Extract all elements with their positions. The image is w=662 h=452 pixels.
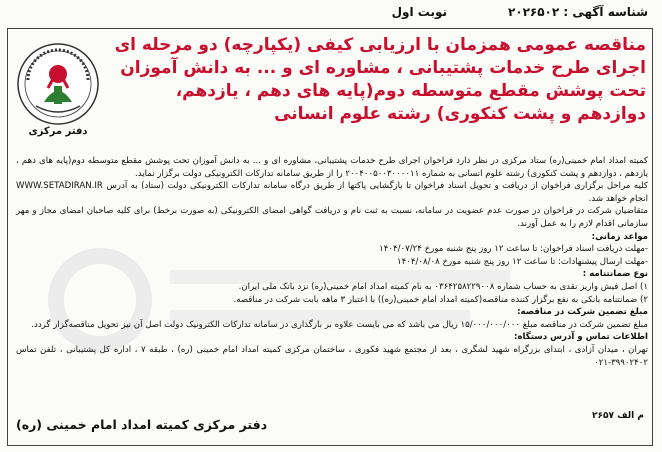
guarantee-option-2: ۲) ضمانتنامه بانکی به نفع برگزار کننده مناقصه(کمیته امداد امام خمینی(ره)) با اعتبار ۳ ماهه بابت شرکت در مناقصه.	[233, 294, 648, 305]
title-line-2: اجرای طرح خدمات پشتیبانی ، مشاوره ای و ... به دانش آموزان	[120, 58, 646, 78]
logo-caption: دفتر مرکزی	[28, 126, 88, 137]
emblem-icon	[14, 40, 102, 128]
ad-body	[16, 155, 648, 369]
title-line-3: تحت پوشش مقطع متوسطه دوم(پایه های دهم ، یازدهم،	[175, 81, 646, 101]
footer-organization: دفتر مرکزی کمیته امداد امام خمینی (ره)	[16, 417, 268, 432]
process-paragraph: کلیه مراحل برگزاری فراخوان از دریافت و تحویل اسناد فراخوان تا بازگشایی پاکتها از طریق درگاه سامانه تدارکات الکترونیکی دولت (ستاد) به آدرس WWW.SETADIRAN.IR انجام خواهد شد.	[16, 181, 648, 204]
header-bar	[0, 0, 662, 30]
title-line-4: دوازدهم و پشت کنکوری) رشته علوم انسانی	[274, 104, 646, 124]
deadline-documents: -مهلت دریافت اسناد فراخوان: تا ساعت ۱۲ روز پنج شنبه مورخ ۱۴۰۴/۰۷/۲۴	[379, 244, 648, 255]
contact-heading: اطلاعات تماس و آدرس دستگاه:	[514, 332, 648, 343]
ad-id: شناسه آگهی : ۲۰۲۶۵۰۲	[507, 5, 648, 19]
contact-text: تهران ، میدان آزادی ، ابتدای بزرگراه شهید لشگری ، بعد از مجتمع شهید فکوری ، ساختمان مرکزی کمیته امداد امام خمینی (ره) ، طبقه ۷ ، اداره کل پشتیبانی ، تلفن تماس ۳۹۹۰۲۴۰۲-۰۲۱	[16, 344, 648, 368]
deadlines-heading: مواعد زمانی:	[591, 231, 648, 242]
registration-paragraph: متقاضیان شرکت در فراخوان در صورت عدم عضویت در سامانه، نسبت به ثبت نام و دریافت گواهی امضای الکترونیکی (به صورت برخط) برای کلیه صاحبان امضای مجاز و مهر سازمانی اقدام لازم را به عمل آورند.	[16, 206, 648, 229]
ad-code: م الف ۲۶۵۷	[591, 411, 644, 421]
intro-paragraph: کمیته امداد امام خمینی(ره) ستاد مرکزی در نظر دارد فراخوان اجرای طرح خدمات پشتیبانی، مشاوره ای و ... به دانش آموزان تحت پوشش مقطع متوسطه دوم(پایه های دهم ، یازدهم ، دوازدهم و پشت کنکوری) رشته علوم انسانی به شماره ۲۰۰۴۰۰۵۰۰۳۰۰۰۰۱۱ را از طریق سامانه تدارکات الکترونیکی دولت برگزار نماید.	[16, 156, 648, 179]
guarantee-type-heading: نوع ضمانتنامه :	[582, 269, 648, 280]
guarantee-option-1: ۱) اصل فیش واریز نقدی به حساب شماره ۰۳۶۴۲۵۸۲۲۹۰۰۸ به نام کمیته امداد امام خمینی(ره) نزد بانک ملی ایران.	[238, 281, 648, 292]
deadline-proposals: -مهلت ارسال پیشنهادات: تا ساعت ۱۲ روز پنج شنبه مورخ ۱۴۰۴/۰۸/۰۸	[397, 256, 648, 267]
title-line-1: مناقصه عمومی همزمان با ارزیابی کیفی (یکپارچه) دو مرحله ای	[114, 35, 646, 55]
round-label: نوبت اول	[391, 5, 447, 19]
emdad-logo	[14, 40, 102, 140]
guarantee-amount-text: مبلغ تضمین شرکت در مناقصه مبلغ ۱۵/۰۰۰/۰۰۰/۰۰۰ ریال می باشد که می بایست علاوه بر بارگذاری در سامانه تدارکات الکترونیک دولت اصل آن نیز تحویل مناقصه‌گزار گردد.	[31, 319, 648, 330]
guarantee-amount-heading: مبلغ تضمین شرکت در مناقصه:	[517, 307, 648, 318]
ad-title	[110, 34, 646, 126]
